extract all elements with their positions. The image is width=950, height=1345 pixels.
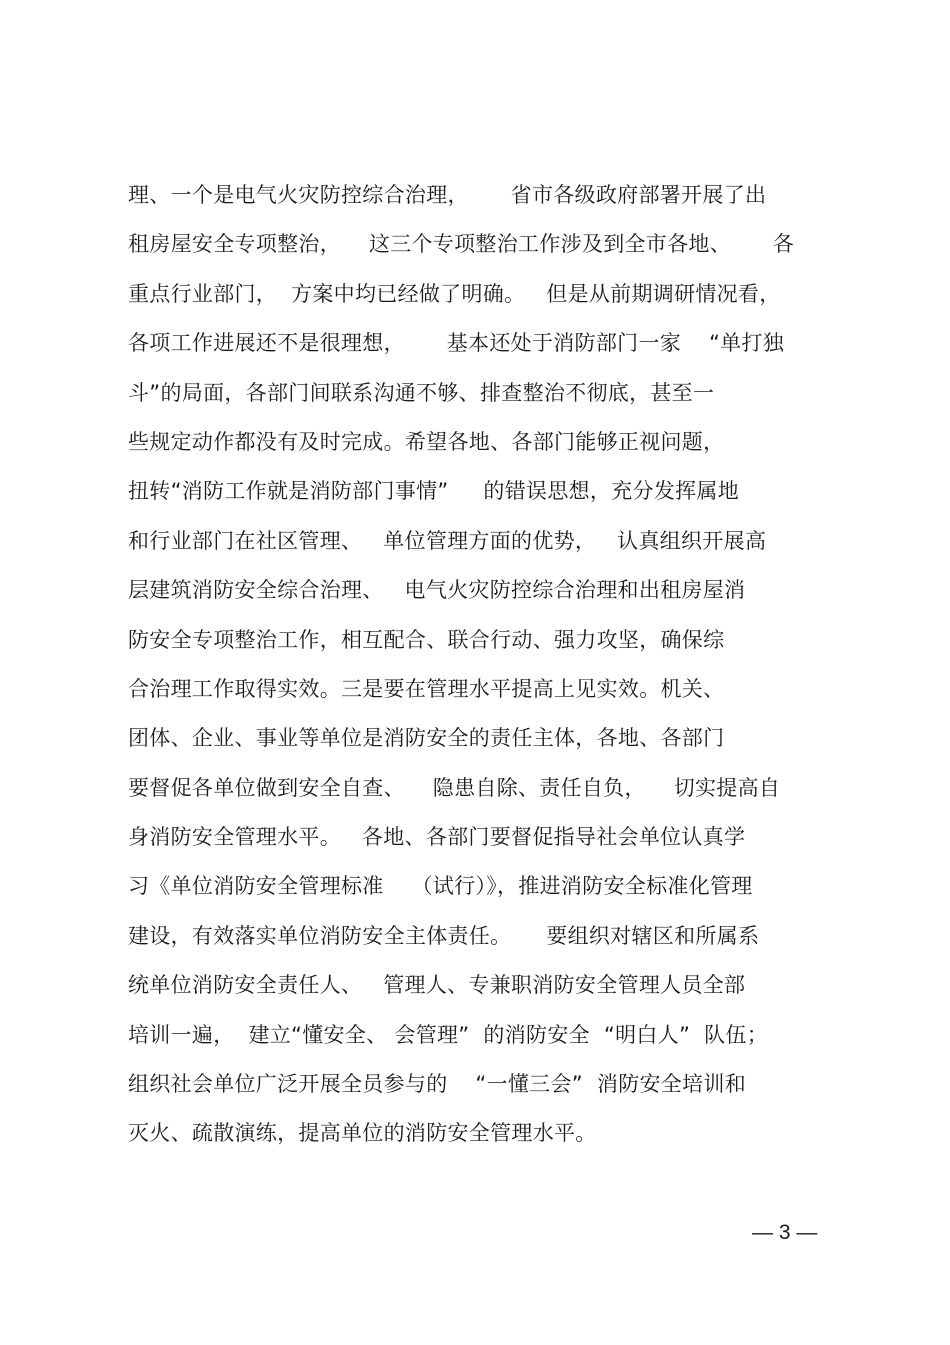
text-line: 和行业部门在社区管理、 单位管理方面的优势， 认真组织开展高 bbox=[128, 528, 767, 553]
body-paragraph bbox=[128, 176, 838, 1164]
text-line: 租房屋安全专项整治， 这三个专项整治工作涉及到全市各地、 各 bbox=[128, 232, 795, 257]
text-line: 团体、企业、事业等单位是消防安全的责任主体，各地、各部门 bbox=[128, 726, 725, 751]
text-line: 理、一个是电气火灾防控综合治理， 省市各级政府部署开展了出 bbox=[128, 183, 767, 207]
text-line: 防安全专项整治工作，相互配合、联合行动、强力攻坚，确保综 bbox=[128, 627, 725, 652]
text-line: 培训一遍， 建立“懂安全、 会管理” 的消防安全 “明白人” 队伍； bbox=[128, 1022, 768, 1047]
text-line: 些规定动作都没有及时完成。希望各地、各部门能够正视问题， bbox=[128, 429, 725, 454]
text-line: 重点行业部门， 方案中均已经做了明确。 但是从前期调研情况看， bbox=[128, 281, 781, 306]
page-number: — 3 — bbox=[752, 1221, 818, 1244]
text-line: 层建筑消防安全综合治理、 电气火灾防控综合治理和出租房屋消 bbox=[128, 578, 746, 603]
text-line: 身消防安全管理水平。 各地、各部门要督促指导社会单位认真学 bbox=[128, 825, 746, 850]
text-line: 统单位消防安全责任人、 管理人、专兼职消防安全管理人员全部 bbox=[128, 973, 746, 998]
text-line: 习《单位消防安全管理标准 （试行）》，推进消防安全标准化管理 bbox=[128, 874, 753, 899]
text-line: 组织社会单位广泛开展全员参与的 “一懂三会” 消防安全培训和 bbox=[128, 1072, 747, 1097]
text-line: 要督促各单位做到安全自查、 隐患自除、责任自负， 切实提高自 bbox=[128, 775, 781, 800]
text-line: 斗”的局面，各部门间联系沟通不够、排查整治不彻底，甚至一 bbox=[128, 380, 715, 405]
text-line: 扭转“消防工作就是消防部门事情” 的错误思想，充分发挥属地 bbox=[128, 479, 740, 504]
text-line: 灭火、疏散演练，提高单位的消防安全管理水平。 bbox=[128, 1121, 597, 1146]
text-line: 各项工作进展还不是很理想， 基本还处于消防部门一家 “单打独 bbox=[128, 331, 785, 356]
text-line: 建设，有效落实单位消防安全主体责任。 要组织对辖区和所属系 bbox=[128, 923, 760, 948]
text-line: 合治理工作取得实效。三是要在管理水平提高上见实效。机关、 bbox=[128, 676, 725, 701]
